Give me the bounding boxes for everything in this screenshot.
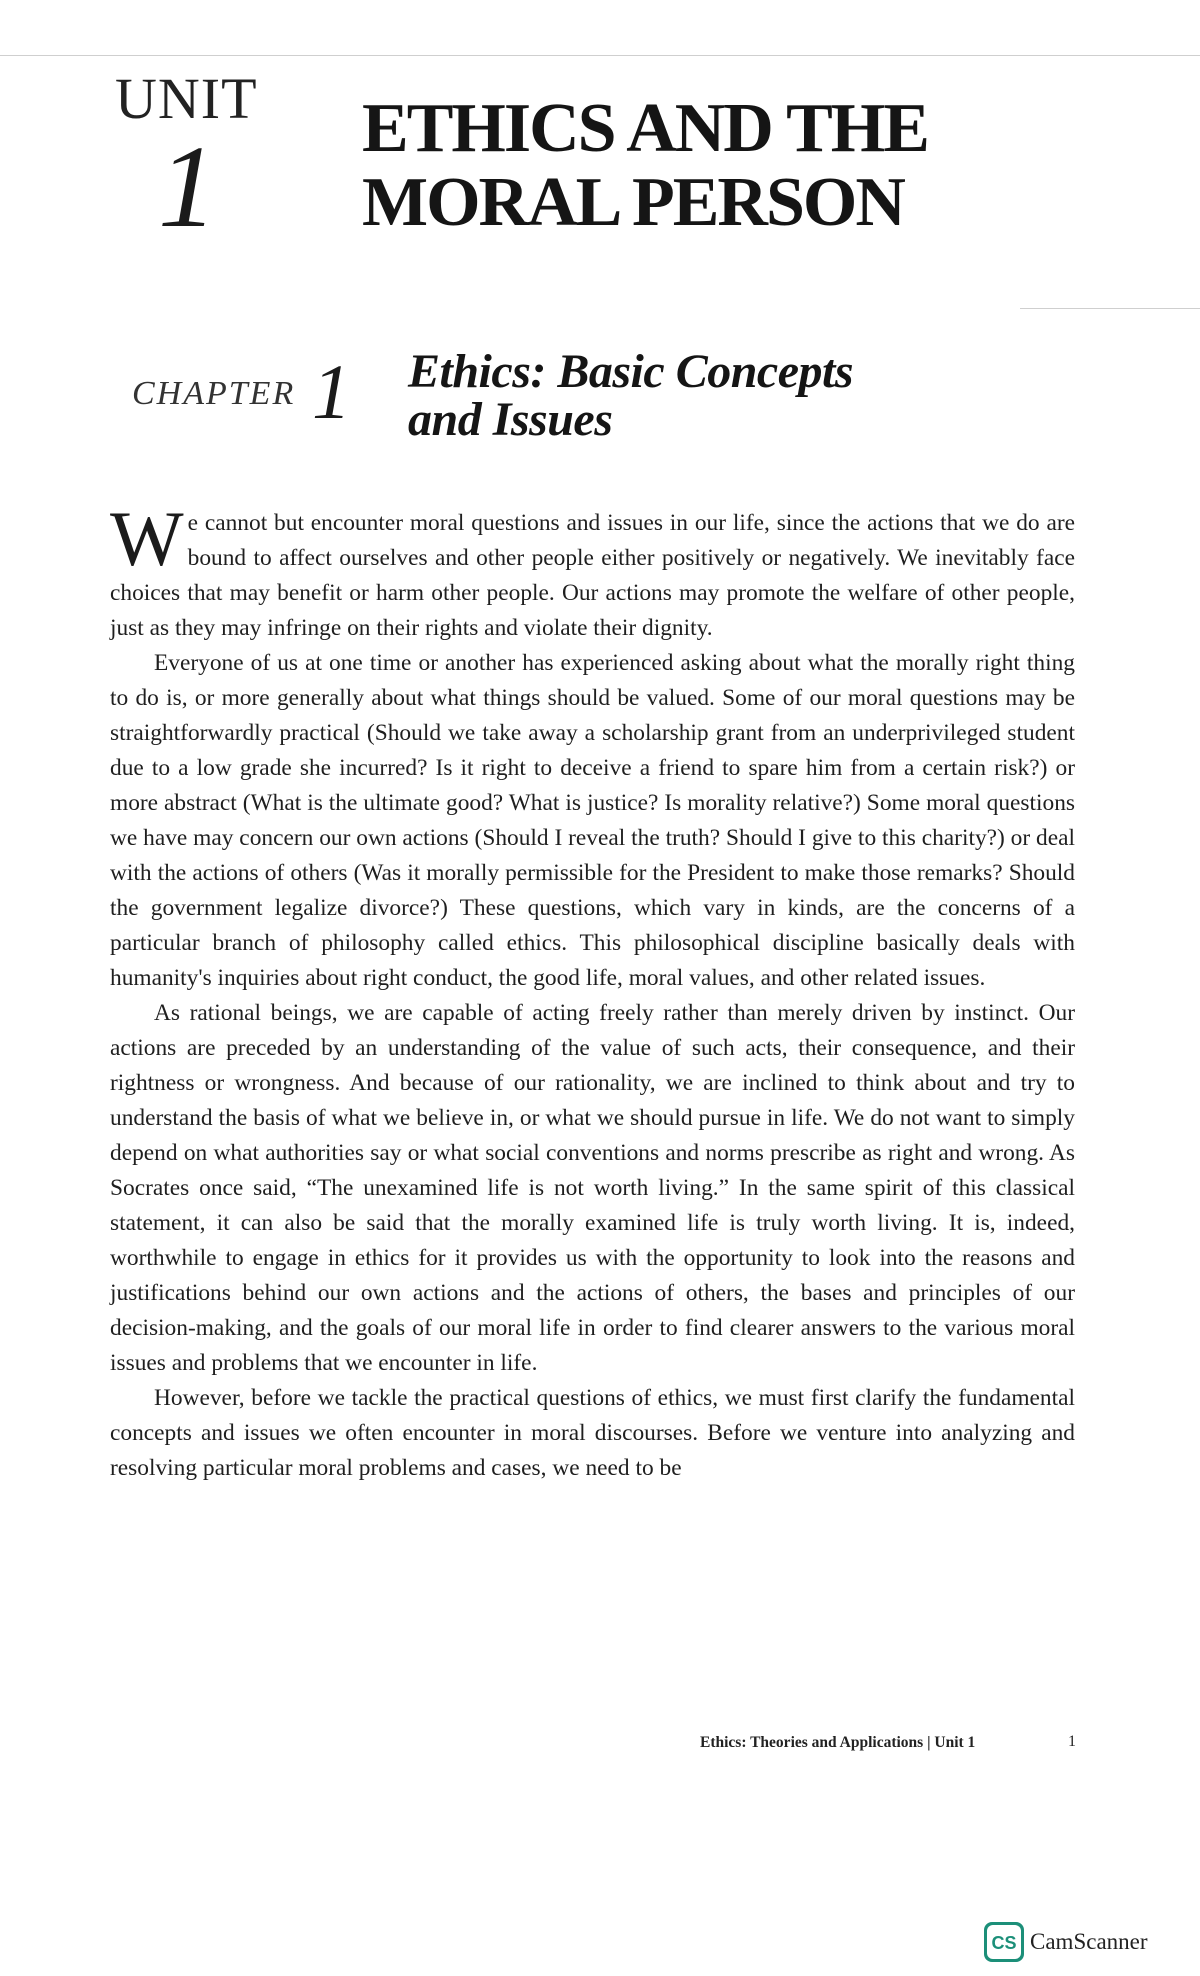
camscanner-watermark [984, 1922, 1148, 1962]
scan-edge-right [1020, 308, 1200, 309]
chapter-title [408, 345, 854, 446]
body-text [110, 495, 1075, 1486]
chapter-title-line-1: Ethics: Basic Concepts [408, 345, 854, 398]
paragraph-1 [110, 495, 1075, 646]
paragraph-2: Everyone of us at one time or another has experienced asking about what the morally right thing to do is, or more generally about what things should be valued. Some of our moral questions may be straightforwardly practical (Should we take away a scholarship grant from an underprivileged student due to a low grade she incurred? Is it right to deceive a friend to spare him from a certain risk?) or more abstract (What is the ultimate good? What is justice? Is morality relative?) Some moral questions we have may concern our own actions (Should I reveal the truth? Should I give to this charity?) or deal with the actions of others (Was it morally permissible for the President to make those remarks? Should the government legalize divorce?) These questions, which vary in kinds, are the concerns of a particular branch of philosophy called ethics. This philosophical discipline basically deals with humanity's inquiries about right conduct, the good life, moral values, and other related issues. [110, 650, 1075, 991]
footer-title: Ethics: Theories and Applications | Unit 1 [700, 1734, 976, 1751]
paragraph-1-text: e cannot but encounter moral questions and issues in our life, since the actions that we do are bound to affect ourselves and other people either positively or negatively. We inevitably face choices that may benefit or harm other people. Our actions may promote the welfare of other people, just as they may infringe on their rights and violate their dignity. [110, 510, 1075, 641]
unit-title-line-1: ETHICS AND THE [362, 90, 928, 167]
unit-title [362, 92, 1082, 240]
chapter-number: 1 [312, 348, 351, 435]
camscanner-logo-icon [984, 1922, 1024, 1962]
drop-cap: W [110, 495, 184, 582]
paragraph-4: However, before we tackle the practical questions of ethics, we must first clarify the fundamental concepts and issues we often encounter in moral discourses. Before we venture into analyzing and resolving particular moral problems and cases, we need to be [110, 1385, 1075, 1481]
page-number: 1 [1068, 1733, 1076, 1750]
camscanner-logo-text: CS [991, 1933, 1017, 1953]
unit-title-line-2: MORAL PERSON [362, 164, 904, 241]
chapter-title-line-2: and Issues [408, 393, 613, 446]
chapter-label: CHAPTER [132, 375, 296, 412]
camscanner-logo [984, 1922, 1024, 1962]
scan-edge-top [0, 55, 1200, 56]
unit-number: 1 [158, 121, 217, 252]
paragraph-3: As rational beings, we are capable of acting freely rather than merely driven by instinct. Our actions are preceded by an understanding of the value of such acts, their consequence, and their rightness or wrongness. And because of our rationality, we are inclined to think about and try to understand the basis of what we believe in, or what we should pursue in life. We do not want to simply depend on what authorities say or what social conventions and norms prescribe as right and wrong. As Socrates once said, “The unexamined life is not worth living.” In the same spirit of this classical statement, it can also be said that the morally examined life is truly worth living. It is, indeed, worthwhile to engage in ethics for it provides us with the opportunity to look into the reasons and justifications behind our own actions and the actions of others, the bases and principles of our decision-making, and the goals of our moral life in order to find clearer answers to the various moral issues and problems that we encounter in life. [110, 1000, 1075, 1376]
camscanner-text: CamScanner [1030, 1929, 1148, 1954]
unit-label: UNIT [115, 66, 258, 131]
